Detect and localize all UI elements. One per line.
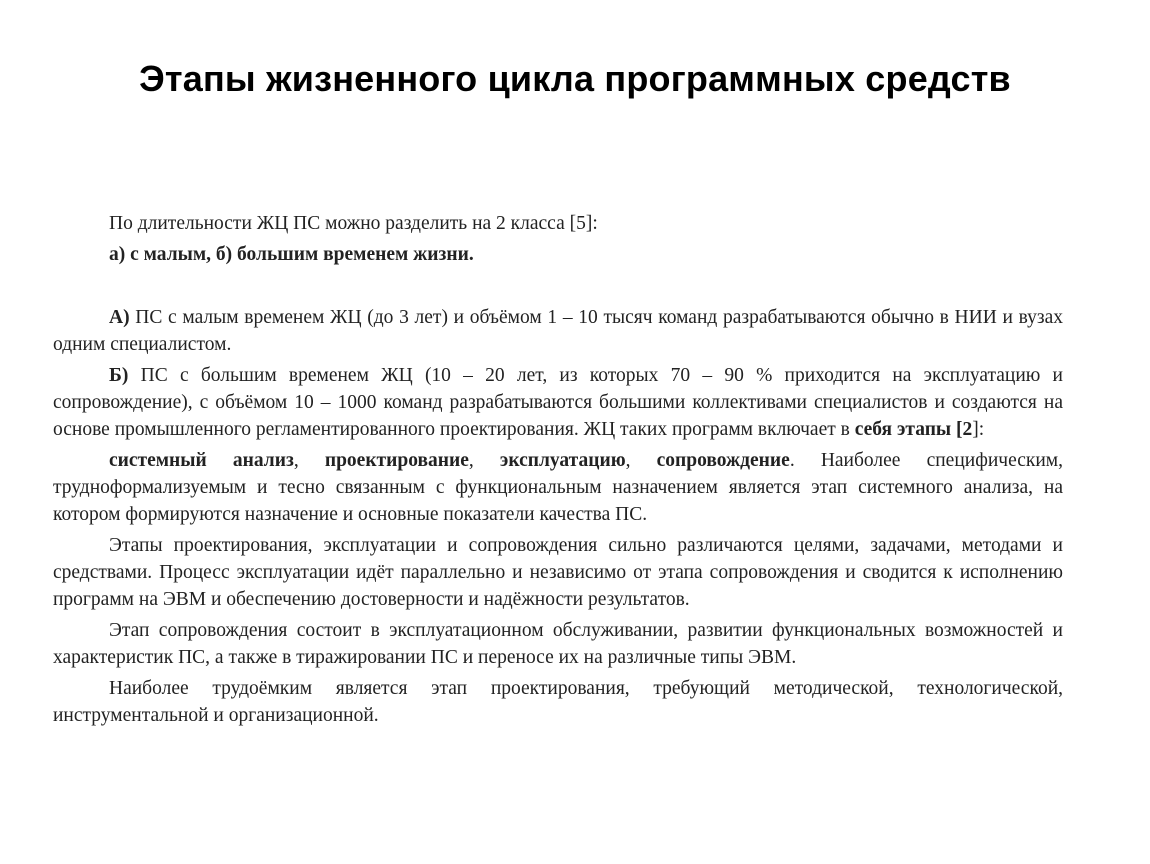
paragraph-b-bold-tail: себя этапы [2 <box>854 419 973 440</box>
paragraph-design: Этапы проектирования, эксплуатации и сопровождения сильно различаются целями, задачами, методами и средствами. Процесс эксплуатации идёт параллельно и независимо от этапа сопровождения и сводится к исполнению программ на ЭВМ и обеспечению достоверности и надёжности результатов. <box>53 535 1063 610</box>
document-body <box>53 210 1063 729</box>
stage-maintenance: сопровождение <box>656 450 790 471</box>
paragraph-a-text: ПС с малым временем ЖЦ (до 3 лет) и объёмом 1 – 10 тысяч команд разрабатываются обычно в НИИ и вузах одним специалистом. <box>53 307 1063 355</box>
paragraph-b-text: ПС с большим временем ЖЦ (10 – 20 лет, из которых 70 – 90 % приходится на эксплуатацию и сопровождение), с объёмом 10 – 1000 команд разрабатываются большими коллективами специалистов и создаются на основе промышленного регламентированного проектирования. ЖЦ таких программ включает в <box>53 365 1063 440</box>
stage-separator: , <box>625 450 657 471</box>
paragraph-b <box>53 362 1063 443</box>
paragraph-a-label: А) <box>109 307 130 328</box>
paragraph-support: Этап сопровождения состоит в эксплуатационном обслуживании, развитии функциональных возможностей и характеристик ПС, а также в тиражировании ПС и переносе их на различные типы ЭВМ. <box>53 620 1063 668</box>
stage-operation: эксплуатацию <box>499 450 626 471</box>
paragraph-stages-rest: . Наиболее специфическим, трудноформализуемым и тесно связанным с функциональным назначением является этап системного анализа, на котором формируются назначение и основные показатели качества ПС. <box>53 450 1064 525</box>
paragraph-b-end: ]: <box>972 419 985 440</box>
intro-line-1: По длительности ЖЦ ПС можно разделить на 2 класса [5]: <box>109 213 598 234</box>
stage-separator: , <box>468 450 500 471</box>
slide-title: Этапы жизненного цикла программных средств <box>139 58 1011 99</box>
paragraph-stages <box>53 447 1063 528</box>
paragraph-b-label: Б) <box>109 365 129 386</box>
paragraph-a <box>53 304 1063 358</box>
stage-separator: , <box>293 450 325 471</box>
intro-line-2: а) с малым, б) большим временем жизни. <box>109 244 474 265</box>
stage-design: проектирование <box>324 450 469 471</box>
stage-system-analysis: системный анализ <box>109 450 294 471</box>
paragraph-labor: Наиболее трудоёмким является этап проектирования, требующий методической, технологической, инструментальной и организационной. <box>53 678 1063 726</box>
